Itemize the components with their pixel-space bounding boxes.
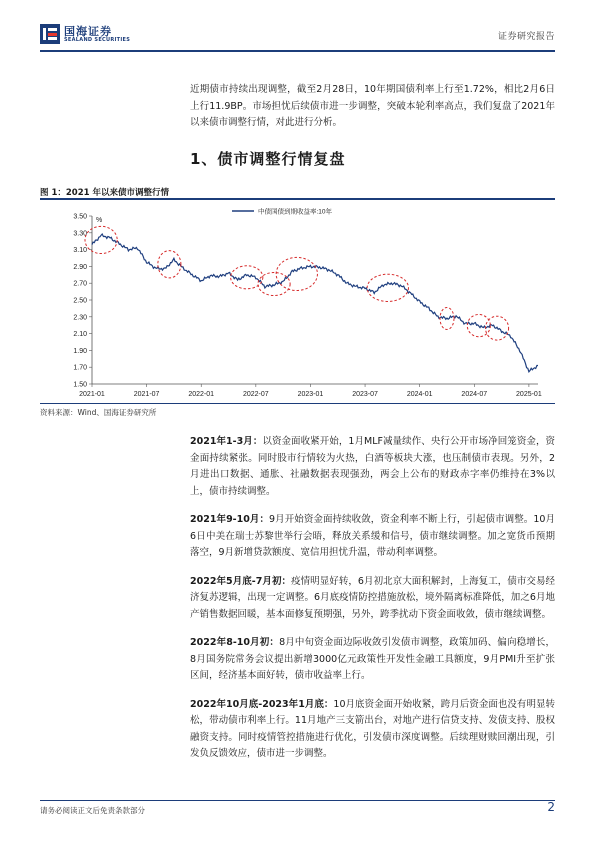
footer-rule [40,800,555,801]
paragraph-2021-sep-oct [190,512,555,562]
x-tick-label: 2021-01 [79,391,105,398]
paragraph-head: 2021年1-3月： [190,436,263,447]
x-tick-label: 2022-07 [242,391,269,398]
y-tick-label: 2.10 [73,331,87,339]
paragraph-2022-aug-oct [190,635,555,685]
y-tick-label: 3.10 [73,247,87,255]
disclaimer-text: 请务必阅读正文后免责条款部分 [40,806,145,815]
x-tick-label: 2022-01 [188,391,215,398]
paragraph-body: 9月开始资金面持续收敛，资金利率不断上行，引起债市调整。10月6日中美在瑞士苏黎世举行会晤，释放关系缓和信号，债市继续调整。加之宽货币预期落空，9月新增贷款额度、宽信用担忧升温，带动利率调整。 [190,514,555,558]
yield-line-chart [40,201,555,401]
header-rule [40,50,555,52]
y-tick-label: 1.90 [73,347,87,355]
adjustment-period-marker [367,274,408,301]
paragraph-body: 以资金面收紧开始，1月MLF减量续作、央行公开市场净回笼资金，资金面持续紧张。同时股市行情较为火热，白酒等板块大涨，也压制债市表现。另外，2月进出口数据、通胀、社融数据表现强劲，两会上公布的财政赤字率仍维持在3%以上，债市持续调整。 [190,436,556,497]
x-tick-label: 2023-01 [297,391,324,398]
paragraph-head: 2022年5月底-7月初： [190,575,292,587]
logo-name-en: SEALAND SECURITIES [64,37,131,43]
analysis-paragraphs [190,434,555,775]
figure-source: 资料来源：Wind、国海证券研究所 [40,408,157,417]
paragraph-head: 2021年9-10月： [190,514,270,525]
figure-top-rule [40,198,555,200]
figure-bottom-rule [40,403,555,404]
paragraph-body: 8月中旬资金面边际收敛引发债市调整，政策加码、偏向稳增长，8月国务院常务会议提出新增3000亿元政策性开发性金融工具额度，9月PMI升至扩张区间，经济基本面好转，债市收益率上行。 [190,637,556,681]
y-tick-label: 2.70 [73,280,87,288]
figure-caption: 图 1：2021 年以来债市调整行情 [40,188,169,198]
paragraph-body: 疫情明显好转，6月初北京大面积解封，上海复工，债市交易经济复苏逻辑，出现一定调整。6月底疫情防控措施放松，境外隔离标准降低，加之6月地产销售数据回暖，基本面修复预期强，另外，跨季扰动下资金面收敛，债市继续调整。 [190,575,556,620]
sealand-logo-icon [40,24,60,44]
legend-label: 中债国债到期收益率:10年 [258,208,333,216]
paragraph-body: 10月底资金面开始收紧，跨月后资金面也没有明显转松，带动债市利率上行。11月地产三支箭出台，对地产进行信贷支持、发债支持、股权融资支持。同时疫情管控措施进行优化，引发债市深度调整。后续理财赎回潮出现，引发负反馈效应，债市进一步调整。 [190,698,555,759]
y-tick-label: 1.70 [73,364,87,372]
y-tick-label: 1.50 [73,381,87,389]
report-type-label: 证券研究报告 [497,32,555,42]
paragraph-2022-may-jul [190,574,555,624]
section-title: 1、债市调整行情复盘 [190,150,346,168]
paragraph-head: 2022年10月底-2023年1月底： [190,698,334,710]
logo-name-cn: 国海证券 [64,25,112,38]
y-tick-label: 3.50 [73,213,87,221]
series-line-cn10y [92,234,538,372]
y-axis-unit: % [96,217,103,224]
y-tick-label: 2.30 [73,314,87,322]
paragraph-2021-q1 [190,434,555,500]
x-tick-label: 2021-07 [133,391,160,398]
paragraph-head: 2022年8-10月初： [190,637,280,648]
y-tick-label: 2.90 [73,263,87,271]
page-header [40,24,555,46]
page-number: 2 [547,800,555,814]
x-tick-label: 2024-01 [406,391,433,398]
x-tick-label: 2023-07 [352,391,378,398]
intro-paragraph: 近期债市持续出现调整，截至2月28日，10年期国债利率上行至1.72%，相比2月6日上行11.9BP。市场担忧后续债市进一步调整，突破本轮利率高点，我们复盘了2021年以来债市调整行情，对此进行分析。 [190,84,555,128]
paragraph-2022-oct-2023-jan [190,697,555,763]
x-tick-label: 2024-07 [461,391,488,398]
x-tick-label: 2025-01 [516,391,542,398]
y-tick-label: 3.30 [73,230,87,238]
y-tick-label: 2.50 [73,297,87,305]
